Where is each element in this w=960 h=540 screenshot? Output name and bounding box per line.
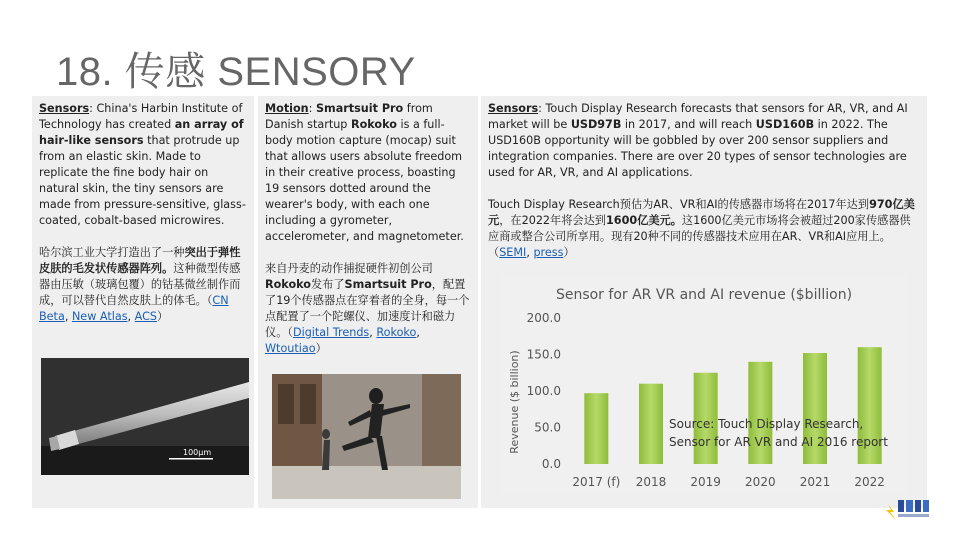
microwire-illustration bbox=[41, 358, 249, 475]
dancer-illustration bbox=[272, 374, 461, 499]
col1-chinese: 哈尔滨工业大学打造出了一种突出于弹性皮肤的毛发状传感器阵列。这种微型传感器由压敏（玻璃包覆）的钴基微丝制作而成，可以替代自然皮肤上的体毛。（CN Beta, New Atlas, ACS） bbox=[39, 246, 241, 323]
link-rokoko[interactable]: Rokoko bbox=[376, 326, 417, 339]
chart-x-tick-label: 2022 bbox=[854, 475, 885, 489]
link-digital-trends[interactable]: Digital Trends bbox=[292, 326, 370, 339]
col3-label: Sensors bbox=[488, 102, 539, 115]
revenue-chart-svg bbox=[501, 276, 907, 494]
link-wtoutiao[interactable]: Wtoutiao bbox=[265, 342, 316, 355]
chart-annotation-line2: Sensor for AR VR and AI 2016 report bbox=[669, 435, 888, 449]
col1-english: Sensors: China's Harbin Institute of Technology has created an array of hair-like sensors that protrude up from an elastic skin. Made to replicate the fine body hair on natural skin, the tiny sensors are made from pressure-sensitive, glass-coated, cobalt-based microwires. bbox=[39, 102, 246, 227]
chart-y-axis-label: Revenue ($ billion) bbox=[508, 350, 521, 454]
link-cn-beta[interactable]: CN Beta bbox=[39, 294, 229, 323]
innovation-flash-news-logo bbox=[884, 498, 936, 522]
chart-y-tick-label: 100.0 bbox=[526, 384, 561, 398]
revenue-chart bbox=[501, 276, 907, 494]
col3-chinese: Touch Display Research预估为AR、VR和AI的传感器市场将在2017年达到970亿美元，在2022年将会达到1600亿美元。这1600亿美元市场将会被超过200家传感器供应商或整合公司所享用。现有20种不同的传感器技术应用在AR、VR和AI应用上。（SEMI, press） bbox=[488, 198, 915, 259]
col2-chinese: 来自丹麦的动作捕捉硬件初创公司Rokoko发布了Smartsuit Pro，配置了19个传感器点在穿着者的全身，每一个点配置了一个陀螺仪、加速度计和磁力仪。（Digital Trends, Rokoko, Wtoutiao） bbox=[265, 262, 470, 355]
chart-y-tick-label: 200.0 bbox=[526, 311, 561, 325]
link-new-atlas[interactable]: New Atlas bbox=[71, 310, 128, 323]
logo-icon bbox=[884, 498, 936, 522]
chart-x-tick-label: 2020 bbox=[745, 475, 776, 489]
col2-label: Motion bbox=[265, 102, 309, 115]
slide-title: 18. 传感 SENSORY bbox=[56, 50, 416, 94]
link-acs[interactable]: ACS bbox=[134, 310, 158, 323]
chart-y-tick-label: 0.0 bbox=[541, 457, 561, 471]
col2-english: Motion: Smartsuit Pro from Danish startup Rokoko is a full-body motion capture (mocap) suit that allows users absolute freedom in their creative process, boasting 19 sensors dotted around the wearer's body, with each one including a gyrometer, accelerometer, and magnetometer. bbox=[265, 102, 464, 243]
chart-y-tick-label: 150.0 bbox=[526, 347, 561, 362]
mocap-dancer-photo bbox=[272, 374, 461, 499]
chart-title: Sensor for AR VR and AI revenue ($billion) bbox=[555, 287, 853, 303]
scale-bar-label: 100μm bbox=[183, 448, 212, 457]
link-press[interactable]: press bbox=[533, 246, 564, 259]
col3-english: Sensors: Touch Display Research forecasts that sensors for AR, VR, and AI market will be USD97B in 2017, and will reach USD160B in 2022. The USD160B opportunity will be gobbled by over 200 sensor suppliers and integration companies. There are over 20 types of sensor technologies are used for AR, VR, and AI applications. bbox=[488, 102, 908, 179]
microwire-sensor-photo bbox=[41, 358, 249, 475]
chart-bar-0 bbox=[584, 393, 608, 464]
chart-bar-1 bbox=[639, 384, 663, 464]
chart-x-tick-label: 2019 bbox=[690, 475, 721, 489]
col1-label: Sensors bbox=[39, 102, 90, 115]
chart-x-tick-label: 2021 bbox=[799, 475, 831, 489]
chart-x-tick-label: 2017 (f) bbox=[572, 475, 621, 489]
chart-y-tick-label: 50.0 bbox=[534, 420, 561, 435]
link-semi[interactable]: SEMI bbox=[499, 246, 527, 259]
chart-annotation-line1: Source: Touch Display Research, bbox=[669, 417, 864, 431]
chart-x-tick-label: 2018 bbox=[635, 475, 667, 489]
